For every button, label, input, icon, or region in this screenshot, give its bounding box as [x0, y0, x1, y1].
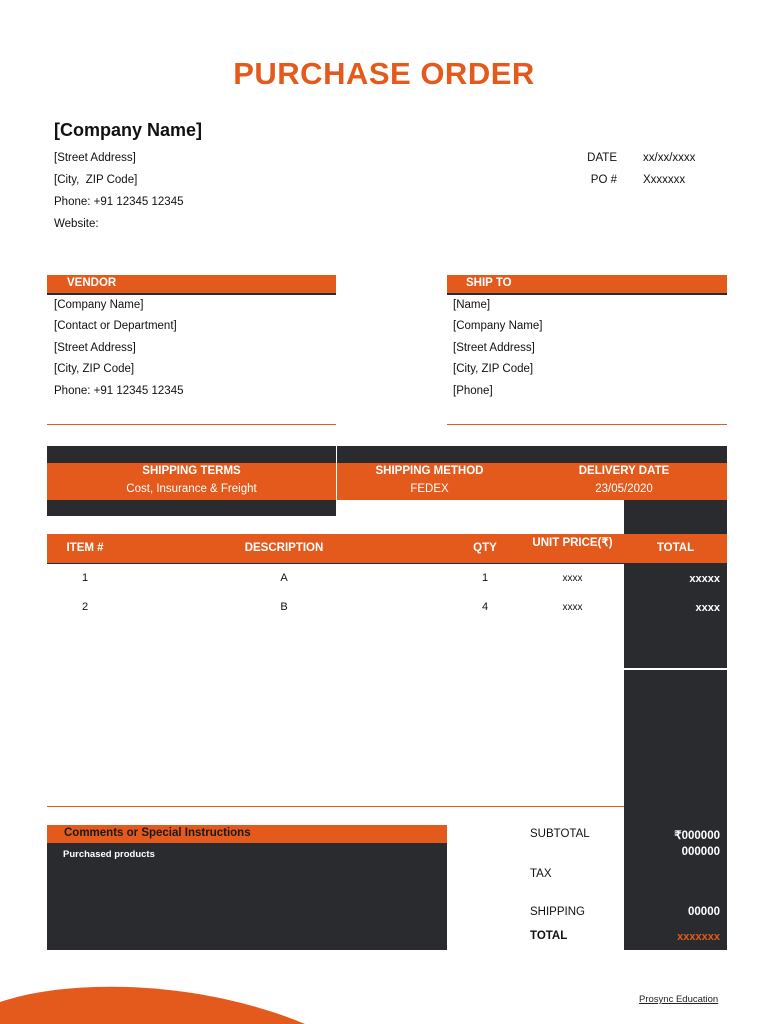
shipping-band-top — [47, 446, 727, 463]
shipping-method-label: SHIPPING METHOD — [375, 465, 484, 477]
shipping-band-bottom-right — [624, 500, 727, 534]
ship-to-header — [447, 275, 727, 295]
vendor-line: [Street Address] — [54, 342, 136, 354]
po-label: PO # — [590, 174, 617, 186]
row-item: 1 — [81, 572, 89, 584]
page-title: PURCHASE ORDER — [233, 56, 535, 91]
delivery-date-label: DELIVERY DATE — [578, 465, 670, 477]
shipping-separator — [336, 446, 337, 516]
subtotal-label: SUBTOTAL — [530, 828, 590, 840]
vendor-header-label: VENDOR — [67, 277, 117, 289]
table-row — [47, 601, 727, 621]
comments-header-label: Comments or Special Instructions — [64, 827, 251, 839]
tax-label: TAX — [530, 868, 552, 880]
comments-box[interactable] — [47, 843, 447, 950]
total-value: xxxxxxx — [677, 931, 720, 943]
row-description: B — [280, 601, 288, 613]
date-label: DATE — [587, 152, 617, 164]
comments-header — [47, 825, 447, 843]
footer-credit-link[interactable]: Prosync Education — [639, 994, 719, 1005]
vendor-line: Phone: +91 12345 12345 — [54, 385, 184, 397]
table-row — [47, 572, 727, 592]
row-description: A — [280, 572, 288, 584]
shipping-method-value: FEDEX — [410, 483, 449, 495]
ship-to-line: [Phone] — [453, 385, 493, 397]
date-value: xx/xx/xxxx — [643, 152, 696, 164]
row-unit-price: xxxx — [562, 573, 583, 584]
ship-to-line: [Name] — [453, 299, 491, 311]
delivery-date-value: 23/05/2020 — [595, 483, 653, 495]
col-total: TOTAL — [656, 542, 695, 554]
po-value: Xxxxxxx — [643, 174, 686, 186]
col-unit-price: UNIT PRICE(₹) — [532, 537, 613, 549]
shipping-terms-label: SHIPPING TERMS — [142, 465, 241, 477]
company-phone: Phone: +91 12345 12345 — [54, 196, 184, 208]
table-bottom-divider — [47, 806, 624, 807]
vendor-line: [Contact or Department] — [54, 320, 177, 332]
vendor-line: [City, ZIP Code] — [54, 363, 135, 375]
total-label: TOTAL — [530, 930, 568, 942]
ship-to-line: [City, ZIP Code] — [453, 363, 534, 375]
row-qty: 1 — [481, 572, 489, 584]
shipping-label: SHIPPING — [530, 906, 585, 918]
company-website: Website: — [54, 218, 99, 230]
ship-to-line: [Street Address] — [453, 342, 535, 354]
decorative-wave — [0, 980, 320, 1024]
subtotal-value: ₹000000 — [674, 830, 720, 842]
company-street: [Street Address] — [54, 152, 136, 164]
company-city: [City, ZIP Code] — [54, 174, 138, 186]
ship-to-line: [Company Name] — [453, 320, 543, 332]
shipping-band-bottom-left — [47, 500, 336, 516]
ship-to-divider — [447, 424, 727, 425]
shipping-value: 00000 — [688, 906, 720, 918]
vendor-header — [47, 275, 336, 295]
row-item: 2 — [81, 601, 89, 613]
col-item: ITEM # — [66, 542, 104, 554]
vendor-line: [Company Name] — [54, 299, 144, 311]
comments-text: Purchased products — [63, 849, 155, 860]
ship-to-header-label: SHIP TO — [466, 277, 512, 289]
row-unit-price: xxxx — [562, 602, 583, 613]
subtotal-value-secondary: 000000 — [681, 846, 720, 858]
col-qty: QTY — [473, 542, 497, 554]
row-total: xxxx — [695, 602, 720, 614]
company-name: [Company Name] — [54, 120, 203, 140]
row-total: xxxxx — [689, 573, 720, 585]
row-qty: 4 — [481, 601, 489, 613]
shipping-terms-value: Cost, Insurance & Freight — [126, 483, 257, 495]
col-description: DESCRIPTION — [244, 542, 324, 554]
vendor-divider — [47, 424, 336, 425]
